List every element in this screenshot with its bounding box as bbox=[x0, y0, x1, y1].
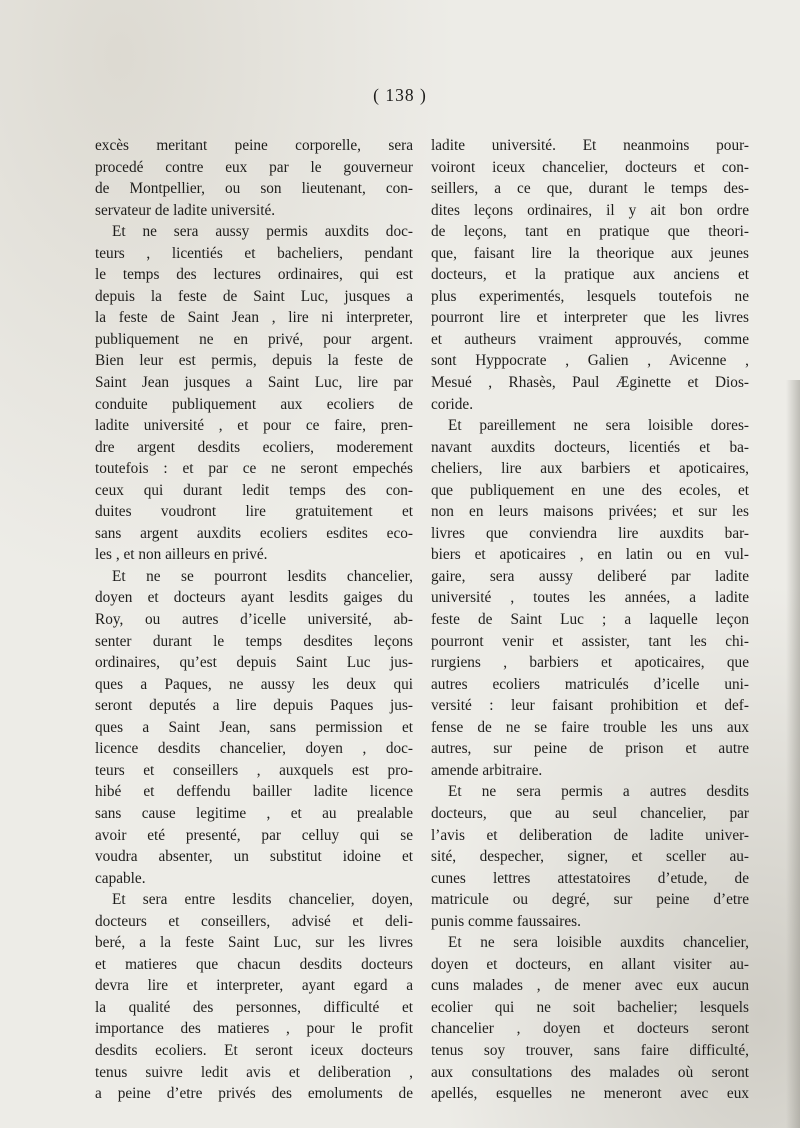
text-line: plus experimentés, lesquels toutefois ne bbox=[431, 287, 749, 305]
text-line: la qualité des personnes, difficulté et bbox=[95, 998, 413, 1016]
text-line: Et pareillement ne sera loisible dores- bbox=[448, 417, 749, 435]
text-line: la feste de Saint Jean , lire ni interpreter, bbox=[95, 309, 413, 327]
page-edge-shadow bbox=[786, 380, 800, 1128]
text-line: l’avis et deliberation de ladite univer- bbox=[431, 826, 749, 844]
left-text-column bbox=[95, 135, 413, 1105]
text-line: duites voudront lire gratuitement et bbox=[95, 503, 413, 521]
text-line: tenus suivre ledit avis et deliberation , bbox=[95, 1063, 413, 1081]
text-line: gaire, sera aussy deliberé par ladite bbox=[431, 567, 749, 585]
text-line: dre argent desdits ecoliers, moderement bbox=[95, 438, 413, 456]
text-line: ecolier qui ne soit bachelier; lesquels bbox=[431, 998, 749, 1016]
right-text-column bbox=[431, 135, 749, 1105]
text-line: voudra absenter, un substitut idoine et bbox=[95, 848, 413, 866]
text-line: docteurs, que au seul chancelier, par bbox=[431, 804, 749, 822]
text-line: procedé contre eux par le gouverneur bbox=[95, 158, 413, 176]
text-line: teurs et conseillers , auxquels est pro- bbox=[95, 761, 413, 779]
text-line: non en leurs maisons privées; et sur les bbox=[431, 503, 749, 521]
text-line: navant auxdits docteurs, licentiés et ba- bbox=[431, 438, 749, 456]
text-line: sans argent auxdits ecoliers esdites eco- bbox=[95, 524, 413, 542]
text-line: avoir eté presenté, par celluy qui se bbox=[95, 826, 413, 844]
text-line: voiront iceux chancelier, docteurs et con- bbox=[431, 158, 749, 176]
text-line: feste de Saint Luc ; a laquelle leçon bbox=[431, 611, 749, 629]
text-line: dites leçons ordinaires, il y ait bon ordre bbox=[431, 201, 749, 219]
text-line: livres que conviendra lire auxdits bar- bbox=[431, 524, 749, 542]
text-line: pourront lire et interpreter que les livres bbox=[431, 309, 749, 327]
text-line: ques a Saint Jean, sans permission et bbox=[95, 718, 413, 736]
text-line: ordinaires, qu’est depuis Saint Luc jus- bbox=[95, 654, 413, 672]
text-line: que publiquement en une des ecoles, et bbox=[431, 481, 749, 499]
text-line: fense de ne se faire trouble les uns aux bbox=[431, 718, 749, 736]
text-line: cuns malades , de mener avec eux aucun bbox=[431, 977, 749, 995]
text-line: capable. bbox=[95, 869, 146, 887]
text-line: sans cause legitime , et au prealable bbox=[95, 804, 413, 822]
text-line: desdits ecoliers. Et seront iceux docteurs bbox=[95, 1041, 413, 1059]
page-number: ( 138 ) bbox=[373, 85, 427, 105]
text-line: rurgiens , barbiers et apoticaires, que bbox=[431, 654, 749, 672]
text-line: doyen et docteurs, en allant visiter au- bbox=[431, 955, 749, 973]
text-line: Bien leur est permis, depuis la feste de bbox=[95, 352, 413, 370]
text-line: importance des matieres , pour le profit bbox=[95, 1020, 413, 1038]
text-line: doyen et docteurs ayant lesdits gaiges du bbox=[95, 589, 413, 607]
text-line: université , toutes les années, a ladite bbox=[431, 589, 749, 607]
text-line: versité : leur faisant prohibition et def- bbox=[431, 697, 749, 715]
text-line: cheliers, lire aux barbiers et apoticaires, bbox=[431, 460, 749, 478]
text-line: apellés, esquelles ne meneront avec eux bbox=[431, 1085, 749, 1103]
text-line: pourront venir et assister, tant les chi- bbox=[431, 632, 749, 650]
text-line: aux consultations des malades où seront bbox=[431, 1063, 749, 1081]
text-line: seront deputés a lire depuis Paques jus- bbox=[95, 697, 413, 715]
text-line: et autheurs vraiment approuvés, comme bbox=[431, 330, 749, 348]
text-line: coride. bbox=[431, 395, 474, 413]
text-line: les , et non ailleurs en privé. bbox=[95, 546, 268, 564]
text-line: sité, despecher, signer, et sceller au- bbox=[431, 848, 749, 866]
text-line: ceux qui durant ledit temps des con- bbox=[95, 481, 413, 499]
text-line: Roy, ou autres d’icelle université, ab- bbox=[95, 611, 413, 629]
text-line: a peine d’etre privés des emoluments de bbox=[95, 1085, 413, 1103]
text-line: Saint Jean jusques a Saint Luc, lire par bbox=[95, 374, 413, 392]
text-line: de leçons, tant en pratique que theori- bbox=[431, 223, 749, 241]
text-line: ladite université , et pour ce faire, pren- bbox=[95, 417, 413, 435]
text-line: Et ne sera permis a autres desdits bbox=[448, 783, 749, 801]
text-line: servateur de ladite université. bbox=[95, 201, 276, 219]
text-line: ladite université. Et neanmoins pour- bbox=[431, 137, 749, 154]
text-line: ques a Paques, ne aussy les deux qui bbox=[95, 675, 413, 693]
text-line: excès meritant peine corporelle, sera bbox=[95, 137, 413, 154]
text-line: chancelier , doyen et docteurs seront bbox=[431, 1020, 749, 1038]
text-line: beré, a la feste Saint Luc, sur les livres bbox=[95, 934, 413, 952]
text-line: Mesué , Rhasès, Paul Æginette et Dios- bbox=[431, 374, 749, 392]
text-line: devra lire et interpreter, ayant egard a bbox=[95, 977, 413, 995]
text-line: que, faisant lire la theorique aux jeunes bbox=[431, 244, 749, 262]
text-line: le temps des lectures ordinaires, qui est bbox=[95, 266, 413, 284]
text-line: biers et apoticaires , en latin ou en vul- bbox=[431, 546, 749, 564]
text-line: conduite publiquement aux ecoliers de bbox=[95, 395, 413, 413]
text-line: depuis la feste de Saint Luc, jusques a bbox=[95, 287, 413, 305]
text-line: punis comme faussaires. bbox=[431, 912, 581, 930]
text-line: hibé et deffendu bailler ladite licence bbox=[95, 783, 413, 801]
text-line: et matieres que chacun desdits docteurs bbox=[95, 955, 413, 973]
text-line: Et ne se pourront lesdits chancelier, bbox=[112, 567, 413, 585]
text-line: publiquement ne en privé, pour argent. bbox=[95, 330, 413, 348]
text-line: Et sera entre lesdits chancelier, doyen, bbox=[112, 891, 413, 909]
text-line: cunes lettres attestatoires d’etude, de bbox=[431, 869, 749, 887]
text-line: autres, sur peine de prison et autre bbox=[431, 740, 749, 758]
text-line: docteurs et conseillers, advisé et deli- bbox=[95, 912, 413, 930]
text-line: senter durant le temps desdites leçons bbox=[95, 632, 413, 650]
text-line: autres ecoliers matriculés d’icelle uni- bbox=[431, 675, 749, 693]
text-line: tenus soy trouver, sans faire difficulté, bbox=[431, 1041, 749, 1059]
text-line: Et ne sera loisible auxdits chancelier, bbox=[448, 934, 749, 952]
text-line: teurs , licentiés et bacheliers, pendant bbox=[95, 244, 413, 262]
text-line: toutefois : et par ce ne seront empechés bbox=[95, 460, 413, 478]
text-line: licence desdits chancelier, doyen , doc- bbox=[95, 740, 413, 758]
text-line: amende arbitraire. bbox=[431, 761, 543, 779]
text-line: seillers, a ce que, durant le temps des- bbox=[431, 180, 749, 198]
text-line: docteurs, et la pratique aux anciens et bbox=[431, 266, 749, 284]
text-line: Et ne sera aussy permis auxdits doc- bbox=[112, 223, 413, 241]
text-line: matricule ou degré, sur peine d’etre bbox=[431, 891, 749, 909]
text-line: sont Hyppocrate , Galien , Avicenne , bbox=[431, 352, 749, 370]
text-line: de Montpellier, ou son lieutenant, con- bbox=[95, 180, 413, 198]
